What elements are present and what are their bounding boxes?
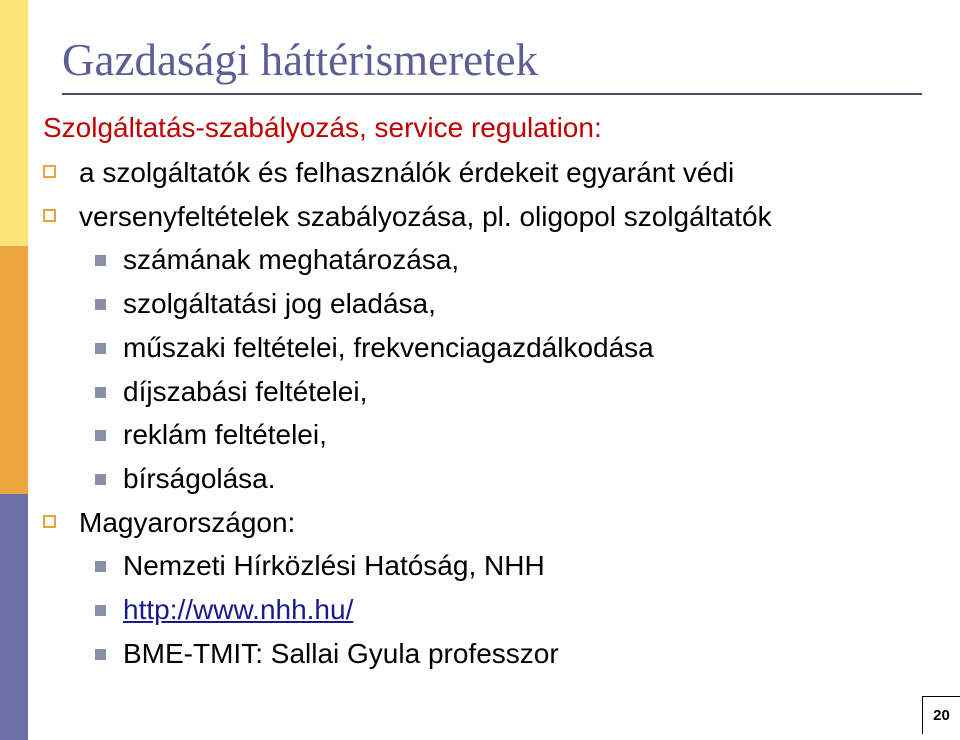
bullet-text: versenyfeltételek szabályozása, pl. oligopol szolgáltatók (79, 200, 772, 232)
bullet-text: bírságolása. (123, 462, 276, 494)
bullet-text: díjszabási feltételei, (123, 375, 368, 407)
filled-square-bullet-icon (95, 649, 106, 660)
filled-square-bullet-icon (95, 561, 106, 572)
filled-square-bullet-icon (95, 255, 106, 266)
filled-square-bullet-icon (95, 430, 106, 441)
bullet-item (95, 242, 459, 278)
filled-square-bullet-icon (95, 605, 106, 616)
filled-square-bullet-icon (95, 343, 106, 354)
hollow-square-bullet-icon (43, 209, 56, 222)
side-bar-blue-segment (0, 494, 28, 740)
filled-square-bullet-icon (95, 474, 106, 485)
filled-square-bullet-icon (95, 299, 106, 310)
bullet-item (95, 636, 559, 672)
bullet-item (43, 155, 734, 191)
filled-square-bullet-icon (95, 387, 106, 398)
bullet-item (95, 417, 327, 453)
bullet-link[interactable]: http://www.nhh.hu/ (123, 594, 354, 625)
bullet-text: a szolgáltatók és felhasználók érdekeit egyaránt védi (79, 157, 735, 188)
bullet-text: Nemzeti Hírközlési Hatóság, NHH (123, 550, 545, 582)
bullet-item (95, 592, 353, 628)
bullet-item (95, 330, 654, 366)
bullet-item (95, 548, 545, 584)
bullet-text: szolgáltatási jog eladása, (123, 288, 436, 320)
bullet-text: számának meghatározása, (123, 244, 460, 276)
bullet-text: reklám feltételei, (123, 419, 327, 451)
hollow-square-bullet-icon (43, 165, 56, 178)
title-underline-rule (62, 93, 922, 95)
bullet-text: Magyarországon: (79, 506, 296, 538)
bullet-item (95, 374, 367, 410)
bullet-item (43, 505, 295, 541)
bullet-item (95, 461, 276, 497)
bullet-text: műszaki feltételei, frekvenciagazdálkodása (123, 331, 654, 363)
slide-title: Gazdasági háttérismeretek (62, 35, 539, 85)
side-bar-yellow-segment (0, 0, 28, 246)
bullet-item (43, 199, 772, 235)
slide-subtitle: Szolgáltatás-szabályozás, service regulation: (43, 112, 602, 143)
bullet-item (95, 286, 436, 322)
hollow-square-bullet-icon (43, 515, 56, 528)
side-bar-orange-segment (0, 246, 28, 494)
page-number: 20 (922, 696, 960, 734)
side-color-bar (0, 0, 28, 740)
bullet-text: BME-TMIT: Sallai Gyula professzor (123, 637, 559, 669)
